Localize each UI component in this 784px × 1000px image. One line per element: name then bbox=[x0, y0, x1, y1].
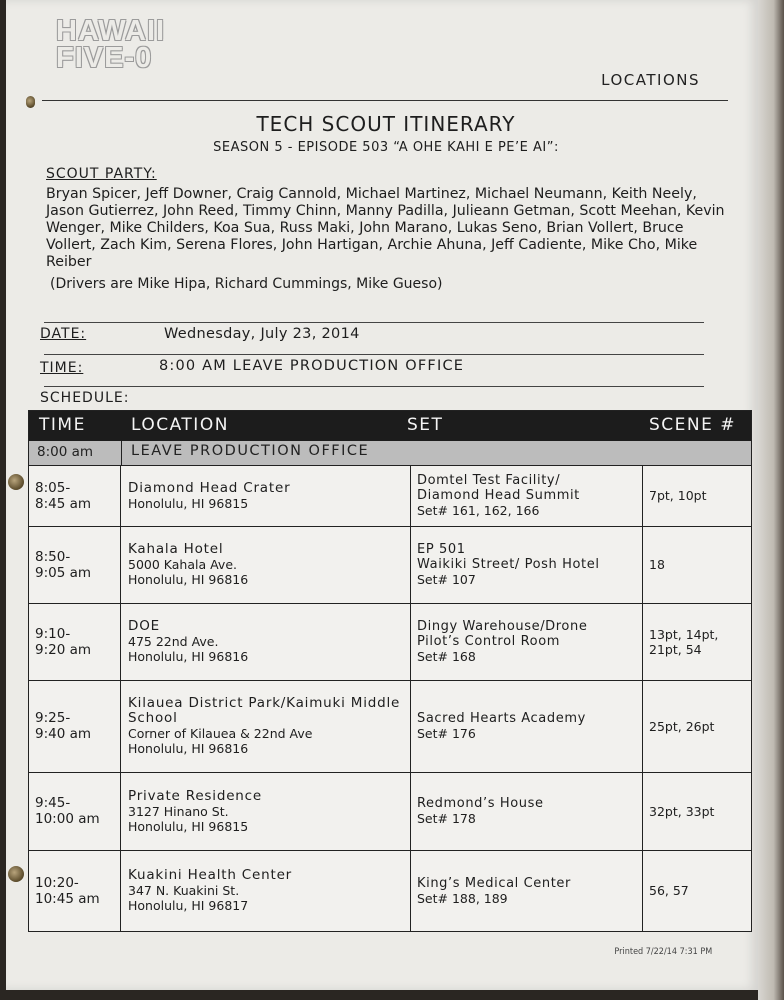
scene-numbers: 18 bbox=[649, 557, 665, 572]
scene-cell bbox=[643, 772, 751, 850]
divider bbox=[44, 322, 704, 323]
set-number: Set# 178 bbox=[417, 811, 476, 826]
table-row bbox=[29, 680, 751, 773]
time-start: 8:50- bbox=[35, 548, 71, 565]
scene-cell bbox=[643, 465, 751, 526]
leave-time: 8:00 am bbox=[37, 444, 94, 460]
location-name: Private Residence bbox=[128, 787, 262, 804]
header-scene: SCENE # bbox=[649, 415, 737, 435]
set-name-2: Pilot’s Control Room bbox=[417, 634, 561, 649]
drivers-note: (Drivers are Mike Hipa, Richard Cummings, Mike Gueso) bbox=[50, 276, 443, 292]
time-start: 9:10- bbox=[35, 625, 71, 642]
binder-ring-icon bbox=[8, 866, 24, 882]
set-name: Redmond’s House bbox=[417, 796, 544, 811]
location-address: Honolulu, HI 96815 bbox=[128, 495, 249, 511]
scene-cell bbox=[643, 526, 751, 603]
table-row bbox=[29, 772, 751, 851]
time-cell bbox=[29, 465, 121, 526]
section-label: LOCATIONS bbox=[601, 71, 700, 89]
time-start: 9:45- bbox=[35, 795, 71, 811]
date-value: Wednesday, July 23, 2014 bbox=[164, 326, 360, 342]
table-header bbox=[29, 411, 751, 441]
location-name: Kilauea District Park/Kaimuki Middle School bbox=[128, 695, 401, 726]
location-cell bbox=[121, 603, 411, 680]
time-end: 10:00 am bbox=[35, 811, 100, 827]
time-cell bbox=[29, 526, 121, 603]
header-location: LOCATION bbox=[131, 415, 229, 435]
divider bbox=[44, 386, 704, 387]
scene-numbers: 32pt, 33pt bbox=[649, 803, 715, 819]
time-start: 10:20- bbox=[35, 874, 79, 891]
table-row bbox=[29, 850, 751, 931]
time-value: 8:00 AM LEAVE PRODUCTION OFFICE bbox=[159, 358, 465, 374]
set-cell bbox=[411, 680, 643, 772]
set-number: Set# 161, 162, 166 bbox=[417, 503, 540, 518]
leave-row bbox=[29, 441, 751, 466]
table-row bbox=[29, 465, 751, 527]
set-name: Dingy Warehouse/Drone bbox=[417, 619, 588, 634]
set-name-2: Waikiki Street/ Posh Hotel bbox=[417, 557, 600, 572]
scout-party-label: SCOUT PARTY: bbox=[46, 166, 157, 182]
time-cell bbox=[29, 772, 121, 850]
set-name: EP 501 bbox=[417, 542, 466, 557]
set-number: Set# 176 bbox=[417, 726, 476, 741]
location-name: Kahala Hotel bbox=[128, 541, 224, 557]
page-stack-edge bbox=[758, 0, 784, 1000]
time-start: 9:25- bbox=[35, 710, 71, 726]
time-end: 9:05 am bbox=[35, 564, 92, 581]
set-number: Set# 107 bbox=[417, 572, 476, 587]
header-time: TIME bbox=[39, 415, 86, 435]
scene-numbers: 7pt, 10pt bbox=[649, 488, 707, 503]
location-cell bbox=[121, 680, 411, 772]
scene-numbers: 56, 57 bbox=[649, 883, 689, 898]
location-city: Honolulu, HI 96816 bbox=[128, 572, 249, 587]
location-city: Honolulu, HI 96815 bbox=[128, 818, 249, 834]
itinerary-page bbox=[6, 0, 758, 990]
time-cell bbox=[29, 680, 121, 772]
set-cell bbox=[411, 465, 643, 526]
location-address: 3127 Hinano St. bbox=[128, 803, 229, 819]
set-cell bbox=[411, 772, 643, 850]
set-number: Set# 168 bbox=[417, 649, 476, 664]
set-name-2: Diamond Head Summit bbox=[417, 488, 580, 503]
location-cell bbox=[121, 465, 411, 526]
location-cell bbox=[121, 850, 411, 931]
set-cell bbox=[411, 603, 643, 680]
leave-location: LEAVE PRODUCTION OFFICE bbox=[131, 443, 370, 459]
set-name: Domtel Test Facility/ bbox=[417, 473, 561, 488]
location-cell bbox=[121, 526, 411, 603]
scene-numbers: 25pt, 26pt bbox=[649, 718, 715, 734]
location-address: Corner of Kilauea & 22nd Ave bbox=[128, 726, 313, 741]
scene-cell bbox=[643, 603, 751, 680]
binder-hole-icon bbox=[26, 96, 35, 108]
episode-subtitle: SEASON 5 - EPISODE 503 “A OHE KAHI E PE’E AI”: bbox=[213, 140, 559, 155]
printed-stamp: Printed 7/22/14 7:31 PM bbox=[614, 947, 713, 957]
time-end: 10:45 am bbox=[35, 890, 100, 907]
schedule-table bbox=[28, 410, 752, 932]
set-cell bbox=[411, 850, 643, 931]
location-name: Kuakini Health Center bbox=[128, 867, 293, 883]
scene-numbers: 13pt, 14pt, 21pt, 54 bbox=[649, 626, 719, 657]
header-divider bbox=[42, 100, 728, 101]
location-name: DOE bbox=[128, 618, 160, 634]
table-row bbox=[29, 603, 751, 681]
location-address: 475 22nd Ave. bbox=[128, 634, 219, 649]
date-label: DATE: bbox=[40, 326, 87, 342]
header-set: SET bbox=[407, 415, 444, 435]
time-end: 8:45 am bbox=[35, 495, 92, 512]
time-cell bbox=[29, 850, 121, 931]
time-label: TIME: bbox=[40, 360, 84, 376]
scene-cell bbox=[643, 850, 751, 931]
location-address: 347 N. Kuakini St. bbox=[128, 883, 240, 898]
scene-cell bbox=[643, 680, 751, 772]
location-cell bbox=[121, 772, 411, 850]
set-number: Set# 188, 189 bbox=[417, 890, 508, 906]
logo-line-2: FIVE-0 bbox=[56, 42, 153, 74]
set-cell bbox=[411, 526, 643, 603]
scout-party-names: Bryan Spicer, Jeff Downer, Craig Cannold, Michael Martinez, Michael Neumann, Keith Neely, Jason Gutierrez, John Reed, Timmy Chinn, Manny Padilla, Julieann Getman, Scott Meehan, Kevin Wenger, Mike Childers, Koa Sua, Russ Maki, John Marano, Lukas Seno, Brian Vollert, Bruce Vollert, Zach Kim, Serena Flores, John Hartigan, Archie Ahuna, Jeff Cadiente, Mike Cho, Mike Reiber bbox=[46, 186, 725, 270]
page-title: TECH SCOUT ITINERARY bbox=[256, 112, 516, 136]
location-city: Honolulu, HI 96817 bbox=[128, 898, 249, 913]
logo-line-1: HAWAII bbox=[56, 15, 166, 47]
location-address: 5000 Kahala Ave. bbox=[128, 557, 237, 572]
cell-divider bbox=[121, 441, 122, 465]
location-city: Honolulu, HI 96816 bbox=[128, 649, 249, 664]
set-name: Sacred Hearts Academy bbox=[417, 711, 586, 726]
time-end: 9:20 am bbox=[35, 641, 92, 658]
divider bbox=[44, 354, 704, 355]
time-cell bbox=[29, 603, 121, 680]
binder-ring-icon bbox=[8, 474, 24, 490]
time-end: 9:40 am bbox=[35, 726, 92, 742]
table-row bbox=[29, 526, 751, 604]
location-city: Honolulu, HI 96816 bbox=[128, 741, 249, 756]
time-start: 8:05- bbox=[35, 479, 71, 496]
schedule-label: SCHEDULE: bbox=[40, 390, 130, 406]
set-name: King’s Medical Center bbox=[417, 875, 571, 891]
show-logo bbox=[56, 15, 166, 74]
location-name: Diamond Head Crater bbox=[128, 479, 291, 496]
